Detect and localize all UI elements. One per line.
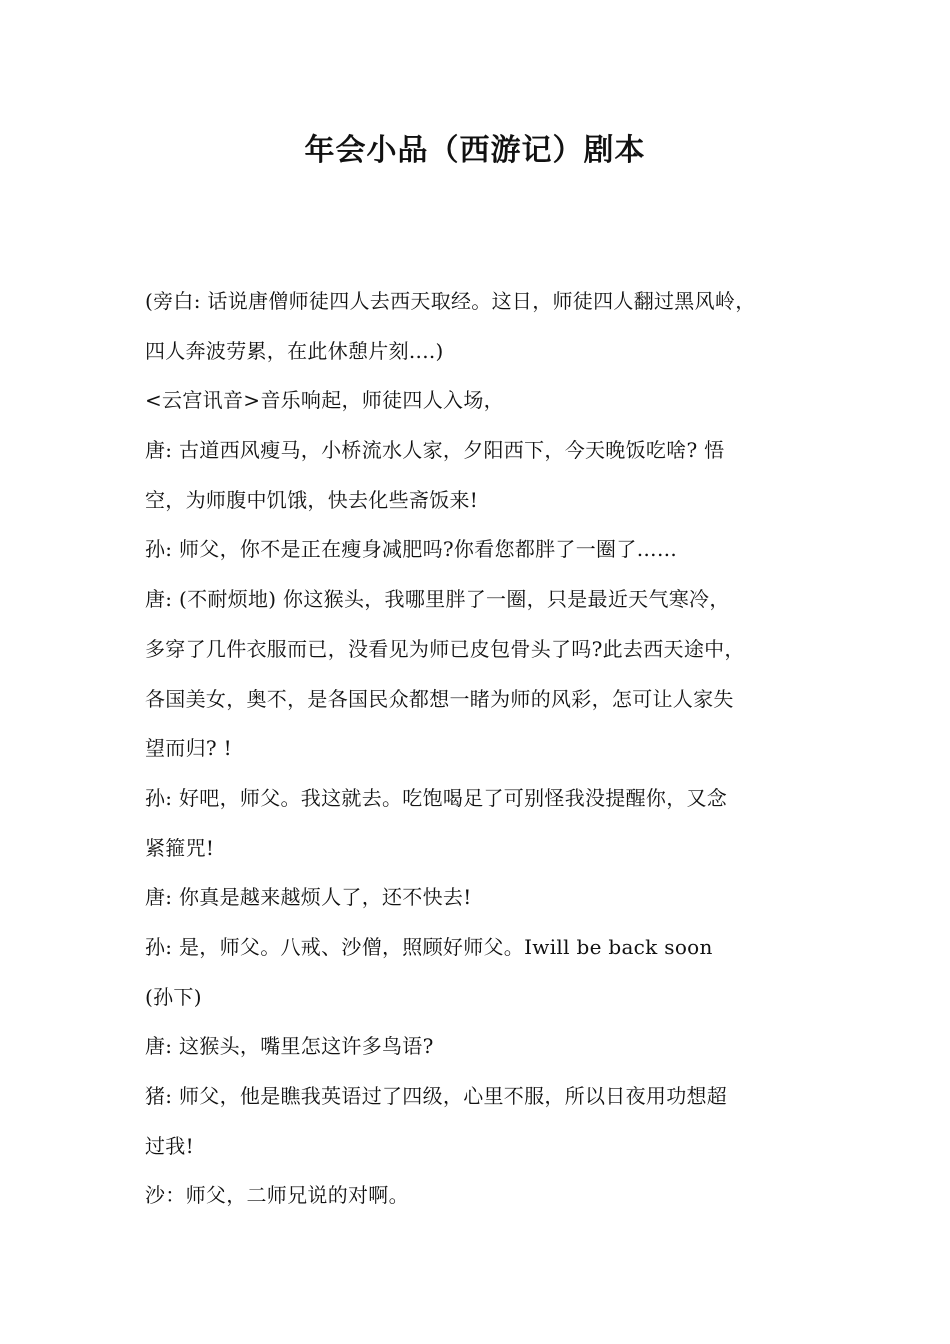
- script-line: 唐: 这猴头，嘴里怎这许多鸟语?: [145, 1034, 434, 1059]
- script-line: 空，为师腹中饥饿，快去化些斋饭来!: [145, 487, 479, 512]
- script-line: 紧箍咒!: [145, 835, 215, 860]
- script-line: 沙：师父，二师兄说的对啊。: [145, 1183, 409, 1208]
- script-line: 孙: 好吧，师父。我这就去。吃饱喝足了可别怪我没提醒你，又念: [145, 785, 728, 810]
- script-line: 唐: 古道西风瘦马，小桥流水人家，夕阳西下，今天晚饭吃啥? 悟: [145, 438, 725, 463]
- script-line: 孙: 是，师父。八戒、沙僧，照顾好师父。Iwill be back soon: [145, 934, 713, 959]
- script-line: 四人奔波劳累，在此休憩片刻....): [145, 338, 444, 363]
- script-line: 唐: 你真是越来越烦人了，还不快去!: [145, 885, 472, 910]
- script-line: 唐: (不耐烦地) 你这猴头，我哪里胖了一圈，只是最近天气寒冷，: [145, 587, 730, 612]
- script-line: 望而归? !: [145, 736, 232, 761]
- script-body: [145, 277, 835, 1221]
- script-line: 多穿了几件衣服而已，没看见为师已皮包骨头了吗?此去西天途中，: [145, 636, 745, 661]
- script-line: 孙: 师父，你不是正在瘦身减肥吗?你看您都胖了一圈了……: [145, 537, 678, 562]
- script-line: (孙下): [145, 984, 202, 1009]
- script-line: 猪: 师父，他是瞧我英语过了四级，心里不服，所以日夜用功想超: [145, 1084, 728, 1108]
- script-line: (旁白: 话说唐僧师徒四人去西天取经。这日，师徒四人翻过黑风岭，: [145, 289, 756, 313]
- script-line: <云宫讯音>音乐响起，师徒四人入场，: [145, 388, 504, 413]
- page-title: 年会小品（西游记）剧本: [304, 133, 646, 168]
- script-line: 过我!: [145, 1133, 194, 1158]
- script-line: 各国美女，奥不，是各国民众都想一睹为师的风彩，怎可让人家失: [145, 686, 734, 711]
